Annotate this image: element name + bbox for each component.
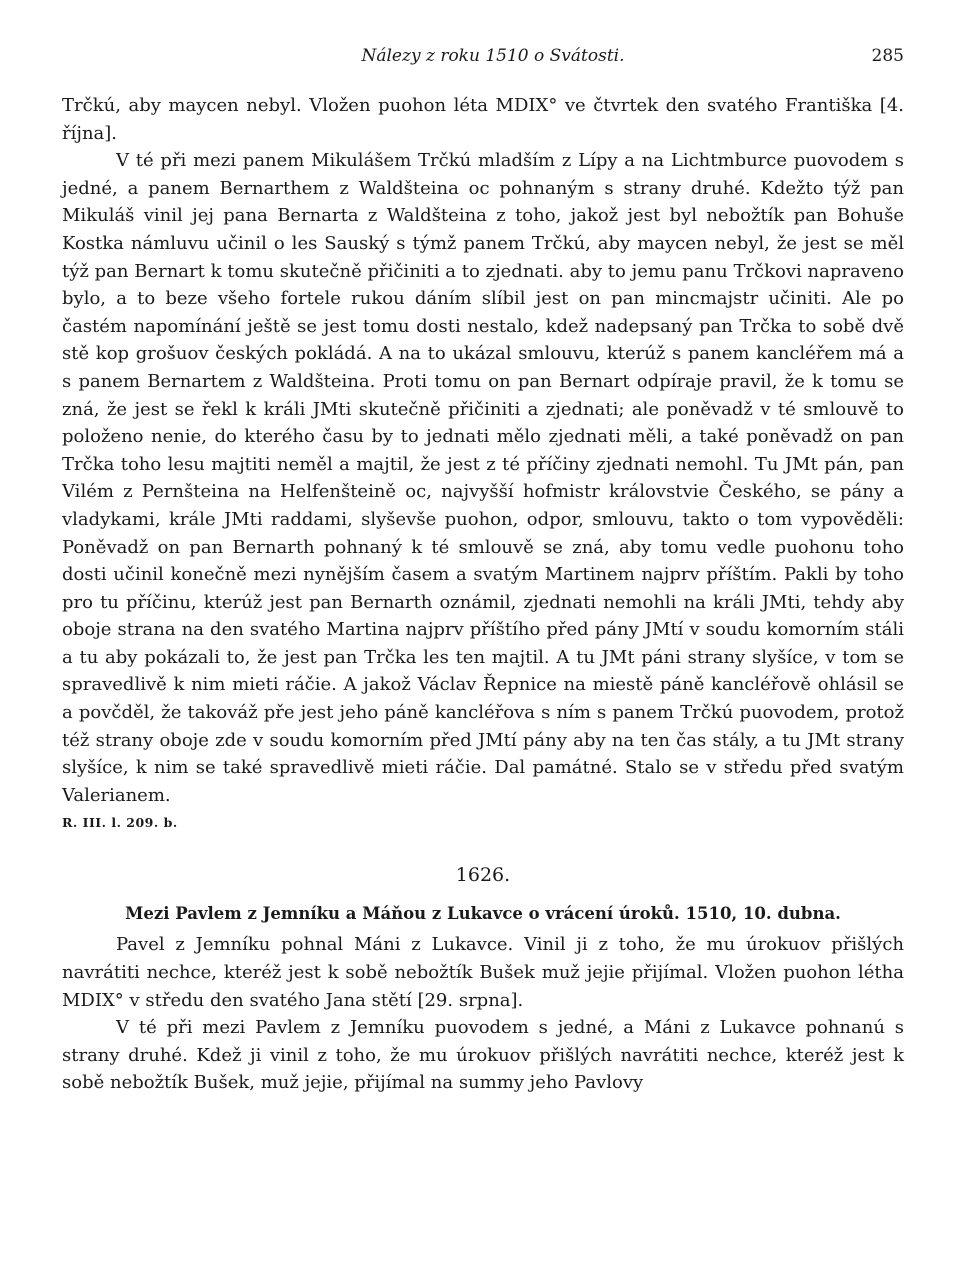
entry-heading: Mezi Pavlem z Jemníku a Máňou z Lukavce o vrácení úroků. 1510, 10. dubna. xyxy=(125,904,841,924)
paragraph-summons-1626: Pavel z Jemníku pohnal Máni z Lukavce. Vinil ji z toho, že mu úrokuov přišlých navrátiti nechce, kteréž jest k sobě nebožtík Bušek muž jejie přijímal. Vložen puohon létha MDIX° v středu den svatého Jana stětí [29. srpna]. xyxy=(62,934,904,1011)
running-title: Nálezy z roku 1510 o Svátosti. xyxy=(361,46,625,66)
page-number: 285 xyxy=(871,46,904,66)
entry-1625-body xyxy=(62,92,904,830)
document-page xyxy=(62,42,904,1097)
source-reference: R. III. l. 209. b. xyxy=(62,815,178,831)
running-header xyxy=(62,42,904,72)
entry-1626-body xyxy=(62,931,904,1097)
paragraph-summons: Trčkú, aby maycen nebyl. Vložen puohon léta MDIX° ve čtvrtek den svatého Františka [4. října]. xyxy=(62,95,904,144)
entry-number: 1626. xyxy=(455,864,511,887)
paragraph-ruling: V té při mezi panem Mikulášem Trčkú mladším z Lípy a na Lichtmburce puovodem s jedné, a panem Bernarthem z Waldšteina oc pohnaným s strany druhé. Kdežto týž pan Mikuláš vinil jej pana Bernarta z Waldšteina z toho, jakož jest byl nebožtík pan Bohuše Kostka námluvu učinil o les Sauský s týmž panem Trčkú, aby maycen nebyl, že jest se měl týž pan Bernart k tomu skutečně přičiniti a to zjednati. aby to jemu panu Trčkovi napraveno bylo, a to beze všeho fortele rukou dáním slíbil jest on pan mincmajstr učiniti. Ale po častém napomínání ještě se jest tomu dosti nestalo, kdež nadepsaný pan Trčka to sobě dvě stě kop grošuov českých pokládá. A na to ukázal smlouvu, kterúž s panem kancléřem má a s panem Bernartem z Waldšteina. Proti tomu on pan Bernart odpíraje pravil, že k tomu se zná, že jest se řekl k králi JMti skutečně přičiniti a zjednati; ale poněvadž v té smlouvě to položeno nenie, do kterého času by to jednati mělo zjednati měli, a také poněvadž on pan Trčka toho lesu majtiti neměl a majtil, že jest z té příčiny zjednati nemohl. Tu JMt pán, pan Vilém z Pernšteina na Helfenšteině oc, najvyšší hofmistr královstvie Českého, se pány a vladykami, krále JMti raddami, slyševše puohon, odpor, smlouvu, takto o tom vypověděli: Poněvadž on pan Bernarth pohnaný k té smlouvě se zná, aby tomu vedle puohonu toho dosti učinil konečně mezi nynějším časem a svatým Martinem najprv příštím. Pakli by toho pro tu příčinu, kterúž jest pan Bernarth oznámil, zjednati nemohli na králi JMti, tehdy aby oboje strana na den svatého Martina najprv příštího před pány JMtí v soudu komorním stáli a tu aby pokázali to, že jest pan Trčka les ten majtil. A tu JMt páni strany slyšíce, v tom se spravedlivě k nim mieti ráčie. A jakož Václav Řepnice na miestě páně kancléřově ohlásil se a povčděl, že takováž pře jest jeho páně kancléřova s ním s panem Trčkú puovodem, protož též strany oboje zde v soudu komorním před JMtí pány aby na ten čas stály, a tu JMt strany slyšíce, k nim se také spravedlivě mieti ráčie. Dal památné. Stalo se v středu před svatým Valerianem. xyxy=(62,150,904,806)
paragraph-case-1626: V té při mezi Pavlem z Jemníku puovodem s jedné, a Máni z Lukavce pohnanú s strany druhé. Kdež ji vinil z toho, že mu úrokuov přišlých navrátiti nechce, kteréž jest k sobě nebožtík Bušek, muž jejie, přijímal na summy jeho Pavlovy xyxy=(62,1017,904,1094)
